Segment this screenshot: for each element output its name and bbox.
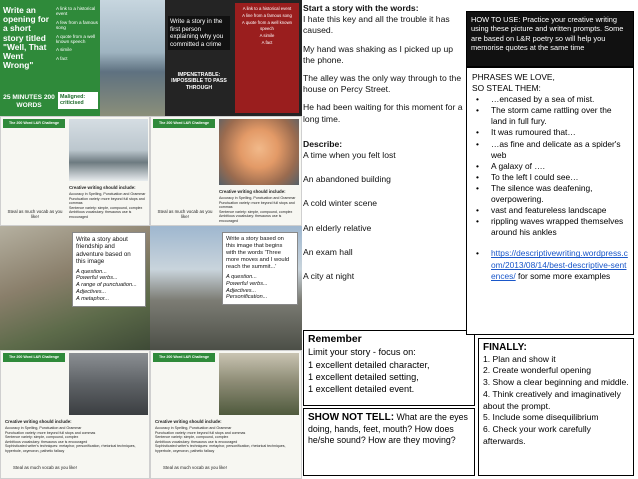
challenge-header: The 200 Word L&R Challenge <box>153 119 215 128</box>
creative-list <box>5 426 147 454</box>
creative-list <box>219 196 299 224</box>
prompt-card <box>72 232 146 307</box>
finally-item: 3. Show a clear beginning and middle. <box>483 377 629 388</box>
bullet: A link to a historical event <box>242 6 292 11</box>
creative-item: Accuracy in Spelling, Punctuation and Grammar <box>5 426 82 430</box>
prompt-text: Write a story based on this image that begins with the words 'Three more moves and I would reach the summit...' <box>226 236 290 270</box>
finally-box <box>478 338 634 476</box>
starter-line: The alley was the only way through to the house on Percy Street. <box>303 73 462 95</box>
vocab-label: Maligned: criticised <box>58 92 98 109</box>
prompt-item: A range of punctuation... <box>76 282 137 289</box>
finally-item: 4. Think creatively and imaginatively about the prompt. <box>483 388 621 411</box>
finally-heading: FINALLY: <box>483 342 527 353</box>
phrase-item: • The silence was deafening, overpowering. <box>472 183 628 205</box>
challenge-sheet <box>0 350 150 479</box>
steal-note: Steal as much vocab as you like! <box>157 209 213 220</box>
link-suffix: for some more examples <box>515 270 611 281</box>
creative-item: Sentence variety: simple, compound, complex <box>5 435 79 440</box>
bullet: A few from a famous song <box>56 19 98 31</box>
prompt-item: Powerful verbs... <box>226 280 268 287</box>
tile-bullet-list <box>235 3 299 48</box>
phrase-item: • …as fine and delicate as a spider's web <box>472 139 628 161</box>
phrases-subheading: SO STEAL THEM: <box>472 83 541 94</box>
story-prompt-well-that-went-wrong <box>0 0 100 116</box>
describe-item: A city at night <box>303 271 355 282</box>
finally-item: 1. Plan and show it <box>483 353 556 364</box>
examples-link[interactable]: https://descriptivewriting.wordpress.com/2013/08/14/best-descriptive-sentences/ <box>491 248 628 281</box>
phrases-box <box>466 67 634 335</box>
prompt-item: A metaphor... <box>76 295 110 302</box>
starter-line: My hand was shaking as I picked up up the phone. <box>303 43 454 65</box>
bullet: A line from a famous song <box>242 13 292 19</box>
starter-line: I hate this key and all the trouble it has caused. <box>303 14 450 36</box>
creative-list <box>155 426 299 454</box>
child-photo <box>219 119 299 185</box>
creative-item: Punctuation variety: more beyond full stops and commas <box>155 430 246 435</box>
bullet: A simile <box>259 32 275 38</box>
prompt-list <box>226 274 294 301</box>
phrase-item: • …encased by a sea of mist. <box>472 94 628 105</box>
creative-item: Ambitious vocabulary: thesaurus use is encouraged <box>5 439 88 444</box>
phrase-item: • vast and featureless landscape <box>472 205 628 216</box>
creative-item: Sophisticated writer's techniques: metaphor, personification, rhetorical techniques, hyperbole, oxymoron, pathetic fallacy <box>155 444 286 453</box>
start-heading: Start a story with the words: <box>303 3 419 13</box>
prison-photo <box>69 353 148 415</box>
remember-line: 1 excellent detailed event. <box>308 384 415 395</box>
bullet: A simile <box>56 47 72 53</box>
bullet: A quote from a well known speech <box>56 33 96 45</box>
bullet: A link to a historical event <box>56 6 96 17</box>
winter-photo <box>69 119 148 181</box>
describe-item: A time when you felt lost <box>303 150 396 161</box>
creative-list <box>69 192 149 220</box>
creative-item: Sentence variety: simple, compound, complex <box>155 435 229 440</box>
friendship-photo <box>0 226 150 350</box>
vocab-label: IMPENETRABLE: IMPOSSIBLE TO PASS THROUGH <box>171 72 227 91</box>
show-text: What are the eyes doing, hands, feet, mouth? How does he/she sound? How are they moving? <box>308 412 468 446</box>
remember-box <box>303 330 475 406</box>
phrase-item-link <box>472 248 628 281</box>
prompt-text: Write a story about friendship and adventure based on this image <box>76 236 131 266</box>
show-heading: SHOW NOT TELL: <box>308 412 395 423</box>
steal-note: Steal as much vocab as you like! <box>7 209 63 220</box>
creative-heading: Creative writing should include: <box>219 189 286 194</box>
creative-item: Punctuation variety: more beyond full stops and commas <box>5 430 96 435</box>
creative-item: Ambitious vocabulary: thesaurus use is encouraged <box>219 214 282 223</box>
creative-heading: Creative writing should include: <box>69 185 136 190</box>
remember-line: 1 excellent detailed character, <box>308 359 430 370</box>
creative-item: Punctuation variety: more beyond full stops and commas <box>69 196 145 206</box>
phrases-list <box>472 94 628 282</box>
steal-note: Steal as much vocab as you like! <box>13 465 77 470</box>
tile-bullet-list <box>56 6 98 61</box>
show-not-tell-box <box>303 408 475 476</box>
bullet: A fact <box>56 55 68 61</box>
lake-photo <box>100 0 165 116</box>
creative-heading: Creative writing should include: <box>155 419 222 424</box>
story-starters <box>303 3 465 289</box>
bullet: A quote from a well known speech <box>241 20 293 31</box>
creative-item: Sentence variety: simple, compound, complex <box>219 209 293 214</box>
prompt-item: Adjectives... <box>226 287 257 294</box>
tile-footer: 25 MINUTES 200 WORDS <box>3 94 55 109</box>
tile-title: Write a story in the first person explaining why you committed a crime <box>168 16 230 50</box>
starter-line: He had been waiting for this moment for a long time. <box>303 102 463 124</box>
prompt-item: Powerful verbs... <box>76 275 118 282</box>
phrases-heading: PHRASES WE LOVE, <box>472 72 555 82</box>
challenge-sheet <box>150 350 302 479</box>
challenge-header: The 200 Word L&R Challenge <box>153 353 215 362</box>
story-prompt-crime <box>165 0 302 116</box>
phrase-item: • To the left I could see… <box>472 172 628 183</box>
describe-item: An exam hall <box>303 246 353 257</box>
challenge-sheet <box>150 116 302 226</box>
describe-heading: Describe: <box>303 138 343 149</box>
prompt-item: A question... <box>226 274 257 280</box>
challenge-header: The 200 Word L&R Challenge <box>3 119 65 128</box>
creative-item: Accuracy in Spelling, Punctuation and Grammar <box>155 426 232 430</box>
creative-item: Ambitious vocabulary: thesaurus use is encouraged <box>155 439 238 444</box>
challenge-header: The 200 Word L&R Challenge <box>3 353 65 362</box>
prompt-card <box>222 232 298 305</box>
creative-item: Accuracy in Spelling, Punctuation and Grammar <box>69 192 146 196</box>
steal-note: Steal as much vocab as you like! <box>163 465 227 470</box>
creative-item: Punctuation variety: more beyond full stops and commas <box>219 200 295 210</box>
phrase-item: • It was rumoured that… <box>472 127 628 138</box>
phrase-item: • The storm came rattling over the land in full fury. <box>472 105 628 127</box>
prompt-item: A question... <box>76 268 107 275</box>
creative-heading: Creative writing should include: <box>5 419 72 424</box>
phrase-item: • A galaxy of …. <box>472 161 628 172</box>
creative-item: Ambitious vocabulary: thesaurus use is encouraged <box>69 210 132 219</box>
bullet: A fact <box>261 40 273 46</box>
tile-title: Write an opening for a short story titled "Well, That Went Wrong" <box>3 5 50 71</box>
tile-bullet-box <box>235 3 299 113</box>
creative-item: Sophisticated writer's techniques: metaphor, personification, rhetorical techniques, hyperbole, oxymoron, pathetic fallacy <box>5 444 136 453</box>
describe-item: A cold winter scene <box>303 198 378 209</box>
prompt-item: Adjectives... <box>76 289 107 296</box>
prompt-item: Personification... <box>226 294 268 301</box>
describe-item: An abandoned building <box>303 174 391 185</box>
phrase-item: • rippling waves wrapped themselves around his ankles <box>472 216 628 238</box>
prompt-list <box>76 269 142 303</box>
remember-line: Limit your story - focus on: <box>308 347 416 358</box>
describe-item: An elderly relative <box>303 222 372 233</box>
remember-line: 1 excellent detailed setting, <box>308 371 419 382</box>
how-to-use-box <box>466 11 634 67</box>
creative-item: Sentence variety: simple, compound, complex <box>69 205 143 210</box>
how-to-text: HOW TO USE: Practice your creative writing using these picture and written prompts. Some are based on L&R poetry so will help you memorise quotes at the same time <box>471 15 624 53</box>
finally-item: 2. Create wonderful opening <box>483 365 591 376</box>
challenge-sheet <box>0 116 150 226</box>
creative-item: Accuracy in Spelling, Punctuation and Grammar <box>219 196 296 200</box>
remember-heading: Remember <box>308 334 362 345</box>
finally-item: 6. Check your work carefully afterwards. <box>483 423 591 446</box>
finally-item: 5. Include some disequilibrium <box>483 412 599 423</box>
summit-photo <box>150 226 302 350</box>
prompt-collage <box>0 0 302 479</box>
tree-photo <box>219 353 299 415</box>
